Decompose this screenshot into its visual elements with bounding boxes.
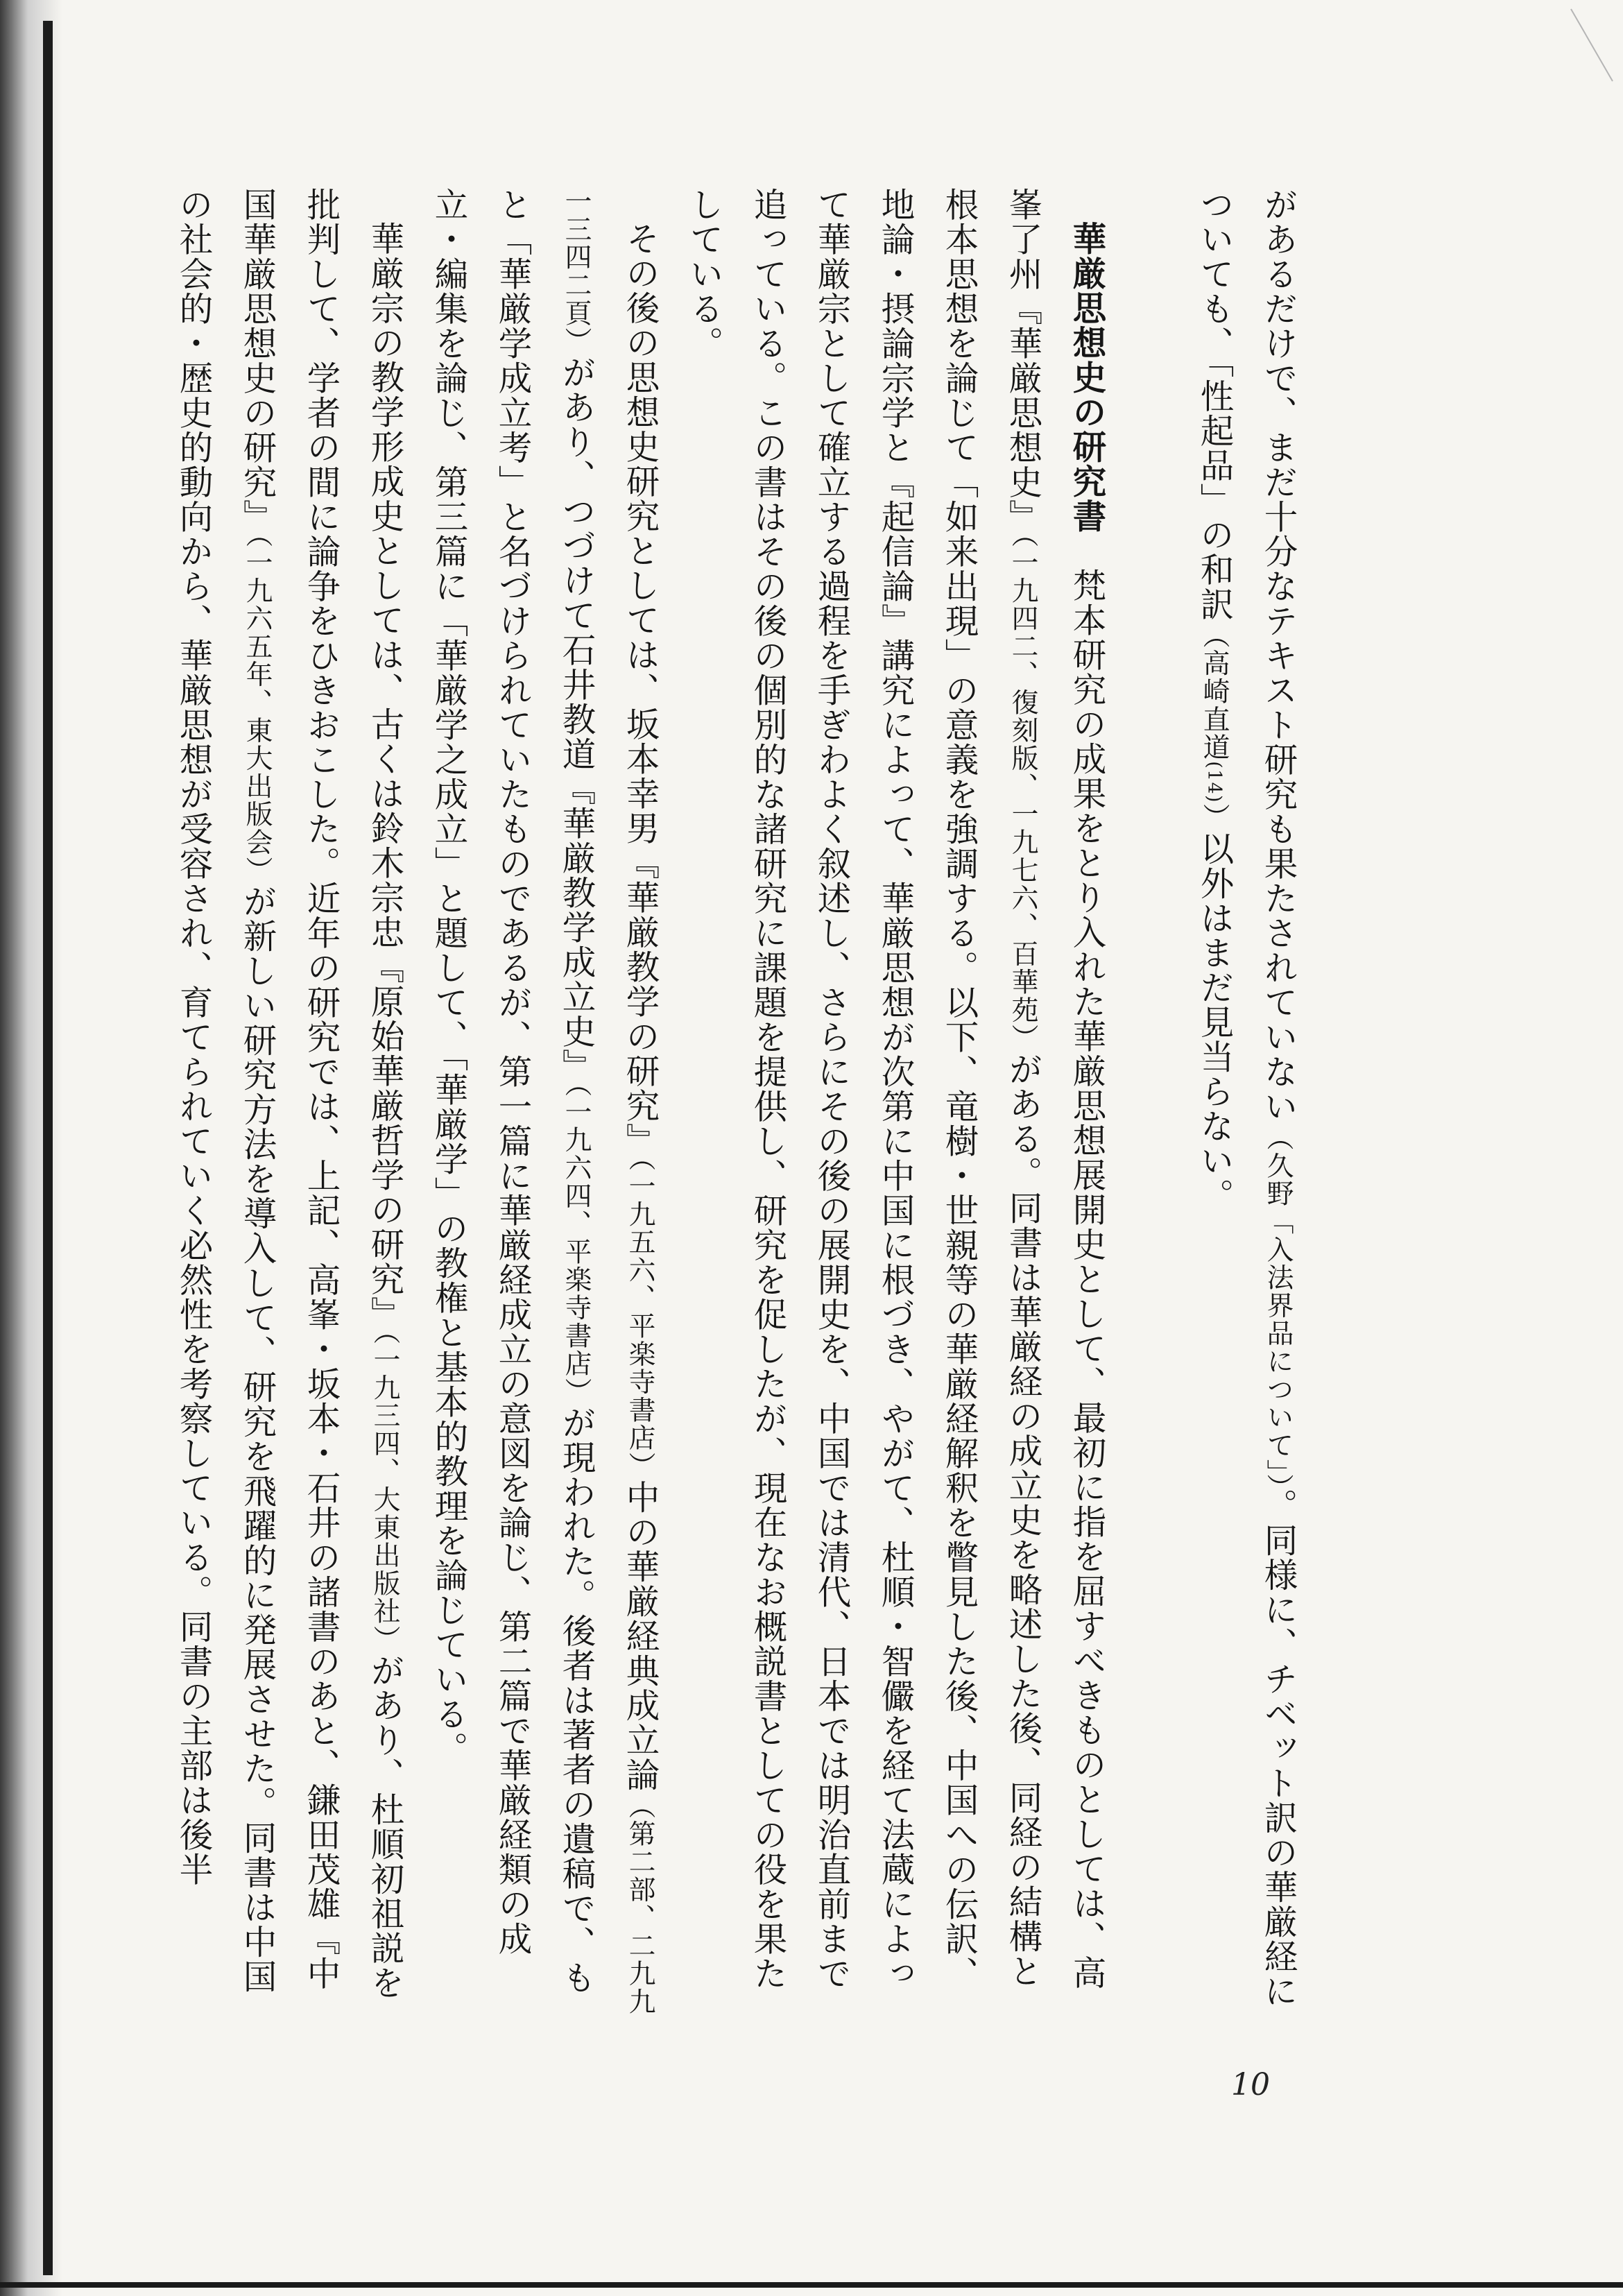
section-heading: 華厳思想史の研究書 <box>1067 221 1106 533</box>
bottom-border <box>0 2282 1623 2288</box>
continuation-citation-2: （高崎直道 <box>1199 621 1230 762</box>
section-paragraph-2 <box>416 187 671 2019</box>
continuation-text-3: 以外はまだ見当らない。 <box>1194 831 1233 1213</box>
paragraph-1-citation: （一九四二、復刻版、一九七六、百華苑） <box>1007 534 1038 1052</box>
footnote-reference: (14) <box>1203 761 1225 803</box>
continuation-citation-close: ） <box>1199 803 1230 832</box>
paragraph-1-text-a: 梵本研究の成果をとり入れた華厳思想展開史として、最初に指を屈すべきものとしては、高峯了州『華厳思想史』 <box>1003 187 1106 1990</box>
paragraph-3-text-a: 華厳宗の教学形成史としては、古くは鈴木宗忠『原始華厳哲学の研究』 <box>365 221 404 1331</box>
continuation-paragraph <box>1182 187 1309 2019</box>
paragraph-2-citation-2: （第二部、二九九一三四二頁） <box>560 187 655 2016</box>
vertical-text-body <box>158 187 1309 2019</box>
paragraph-2-citation-3: （一九六四、平楽寺書店） <box>560 1083 592 1406</box>
paragraph-3-text-b: があり、杜順初祖説を批判して、学者の間に論争をひきおこした。近年の研究では、上記、高峯・坂本・石井の諸書のあと、鎌田茂雄『中国華厳思想史の研究』 <box>237 187 404 2000</box>
binding-shadow <box>0 0 62 2296</box>
corner-crease <box>1534 9 1613 103</box>
binding-edge-line <box>43 21 53 2275</box>
paragraph-3-citation-2: （一九六五年、東大出版会） <box>241 534 273 884</box>
paragraph-2-text-a: その後の思想史研究としては、坂本幸男『華厳教学の研究』 <box>620 221 659 1158</box>
page-number: 10 <box>1231 2067 1270 2102</box>
paragraph-1-text-b: がある。同書は華厳経の成立史を略述した後、同経の結構と根本思想を論じて「如来出現」の意義を強調する。以下、竜樹・世親等の華厳経解釈を瞥見した後、中国への伝訳、地論・摂論宗学と『起信論』講究によって、華厳思想が次第に中国に根づき、やがて、杜順・智儼を経て法蔵によって華厳宗として確立する過程を手ぎわよく叙述し、さらにその後の展開史を、中国では清代、日本では明治直前まで追っている。この書はその後の個別的な諸研究に課題を提供し、研究を促したが、現在なお概説書としての役を果たしている。 <box>684 187 1042 1991</box>
paragraph-2-citation-1: （一九五六、平楽寺書店） <box>624 1157 655 1480</box>
paragraph-3-citation-1: （一九三四、大東出版社） <box>369 1330 400 1653</box>
paragraph-2-text-d: が現われた。後者は著者の遺稿で、もと「華厳学成立考」と名づけられていたものであるが、第一篇に華厳経成立の意図を論じ、第二篇で華厳経類の成立・編集を論じ、第三篇に「華厳学之成立」と題して、「華厳学」の教権と基本的教理を論じている。 <box>429 187 595 1996</box>
paragraph-2-text-c: があり、つづけて石井教道『華厳教学成立史』 <box>556 354 595 1083</box>
paragraph-2-text-b: 中の華厳経典成立論 <box>620 1479 659 1792</box>
paragraph-3-text-c: が新しい研究方法を導入して、研究を飛躍的に発展させた。同書は中国の社会的・歴史的動向から、華厳思想が受容され、育てられていく必然性を考察している。同書の主部は後半 <box>173 187 276 1994</box>
continuation-citation-1: （久野「入法界品について」） <box>1262 1124 1294 1489</box>
section-paragraph-3 <box>161 187 416 2019</box>
section-paragraph-1 <box>671 187 1118 2019</box>
continuation-text-2: 。同様に、チベット訳の華厳経についても、「性起品」の和訳 <box>1194 187 1297 2009</box>
continuation-text-1: があるだけで、まだ十分なテキスト研究も果たされていない <box>1258 187 1297 1124</box>
